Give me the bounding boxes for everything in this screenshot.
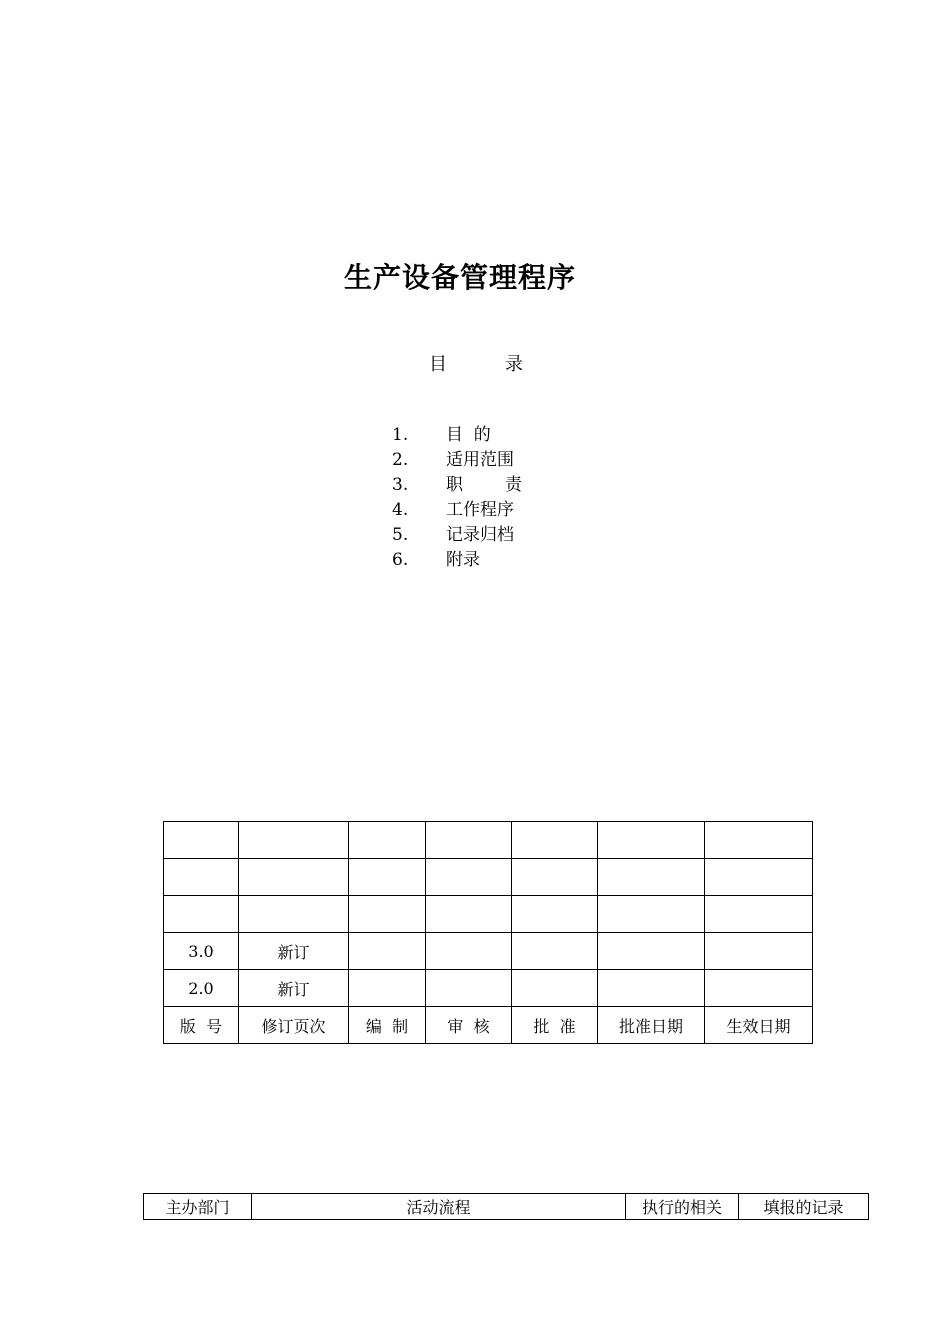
table-cell xyxy=(239,822,349,859)
table-header-row xyxy=(164,1007,813,1044)
table-of-contents xyxy=(392,423,522,573)
table-cell xyxy=(349,896,426,933)
table-cell xyxy=(705,859,813,896)
toc-item-text: 工作程序 xyxy=(446,500,514,520)
toc-item xyxy=(392,423,522,448)
table-cell xyxy=(705,822,813,859)
header-prepared-by: 编 制 xyxy=(349,1007,426,1044)
toc-item xyxy=(392,523,522,548)
header-approval-date: 批准日期 xyxy=(598,1007,705,1044)
table-cell xyxy=(426,933,512,970)
table-row xyxy=(164,896,813,933)
table-cell xyxy=(512,822,598,859)
document-title: 生产设备管理程序 xyxy=(343,261,576,294)
version-cell: 2.0 xyxy=(164,970,239,1007)
table-cell xyxy=(164,896,239,933)
toc-item-number: 1. xyxy=(392,425,409,445)
table-cell xyxy=(349,970,426,1007)
version-cell: 3.0 xyxy=(164,933,239,970)
header-revised-pages: 修订页次 xyxy=(239,1007,349,1044)
table-cell xyxy=(426,896,512,933)
toc-item-number: 4. xyxy=(392,500,409,520)
table-cell xyxy=(598,822,705,859)
table-row xyxy=(164,933,813,970)
table-cell xyxy=(705,896,813,933)
activity-flow-table xyxy=(143,1193,869,1220)
toc-item-number: 5. xyxy=(392,525,409,545)
toc-item-text: 职 责 xyxy=(446,475,522,495)
table-cell xyxy=(598,859,705,896)
header-related-execution: 执行的相关 xyxy=(626,1194,739,1220)
table-cell xyxy=(349,859,426,896)
toc-item xyxy=(392,548,522,573)
header-approved-by: 批 准 xyxy=(512,1007,598,1044)
table-cell xyxy=(164,859,239,896)
toc-item-text: 附录 xyxy=(446,550,480,570)
table-cell xyxy=(512,859,598,896)
toc-item-number: 6. xyxy=(392,550,409,570)
revision-cell: 新订 xyxy=(239,970,349,1007)
table-cell xyxy=(426,859,512,896)
header-effective-date: 生效日期 xyxy=(705,1007,813,1044)
table-cell xyxy=(705,970,813,1007)
toc-item-number: 3. xyxy=(392,475,409,495)
table-row xyxy=(164,970,813,1007)
revision-history-table xyxy=(163,821,813,1044)
header-reviewed-by: 审 核 xyxy=(426,1007,512,1044)
table-cell xyxy=(426,970,512,1007)
toc-item-text: 目 的 xyxy=(446,425,491,445)
table-header-row xyxy=(144,1194,869,1220)
toc-item-number: 2. xyxy=(392,450,409,470)
table-row xyxy=(164,859,813,896)
header-activity-flow: 活动流程 xyxy=(252,1194,626,1220)
table-cell xyxy=(598,896,705,933)
header-responsible-dept: 主办部门 xyxy=(144,1194,252,1220)
toc-item xyxy=(392,498,522,523)
revision-cell: 新订 xyxy=(239,933,349,970)
table-cell xyxy=(598,933,705,970)
toc-heading-left: 目 xyxy=(429,354,447,375)
table-cell xyxy=(239,896,349,933)
toc-item xyxy=(392,448,522,473)
toc-item-text: 记录归档 xyxy=(446,525,514,545)
toc-item xyxy=(392,473,522,498)
table-cell xyxy=(598,970,705,1007)
table-cell xyxy=(426,822,512,859)
table-cell xyxy=(512,896,598,933)
table-cell xyxy=(349,933,426,970)
table-cell xyxy=(512,970,598,1007)
header-filled-records: 填报的记录 xyxy=(739,1194,869,1220)
toc-item-text: 适用范围 xyxy=(446,450,514,470)
header-version: 版 号 xyxy=(164,1007,239,1044)
toc-heading-right: 录 xyxy=(505,354,523,375)
table-row xyxy=(164,822,813,859)
table-cell xyxy=(349,822,426,859)
table-cell xyxy=(705,933,813,970)
table-cell xyxy=(164,822,239,859)
table-cell xyxy=(239,859,349,896)
table-cell xyxy=(512,933,598,970)
